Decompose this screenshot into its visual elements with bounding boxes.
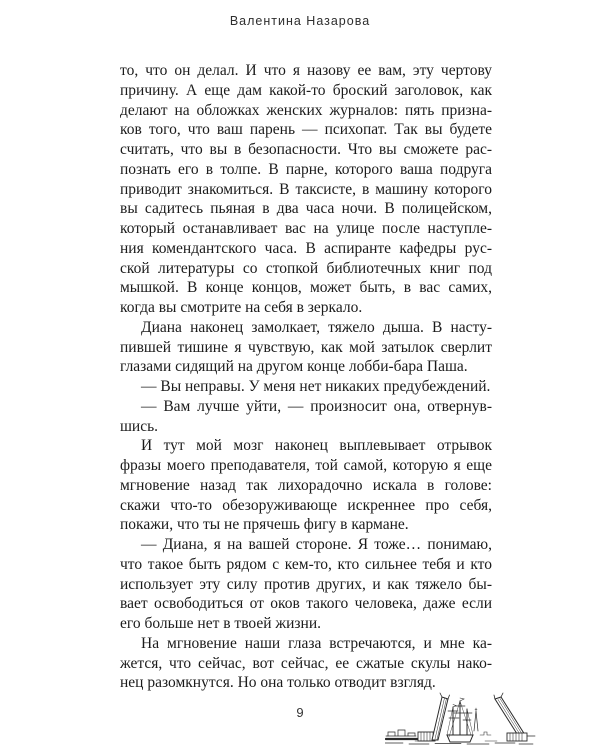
drawbridge-ship-illustration bbox=[385, 691, 537, 748]
text-line: — Вы неправы. У меня нет никаких предубеждений. bbox=[141, 378, 491, 395]
paragraph bbox=[120, 535, 492, 634]
text-line: жется, что сейчас, вот сейчас, ее сжатые скулы нако- bbox=[120, 654, 492, 672]
text-line: ской литературы со стопкой библиотечных книг под bbox=[120, 259, 492, 277]
text-line: шись. bbox=[120, 417, 159, 435]
text-line: его больше нет в твоей жизни. bbox=[120, 615, 321, 632]
text-line: глазами сидящий на другом конце лобби-бара Паша. bbox=[120, 358, 468, 376]
paragraph bbox=[120, 61, 492, 318]
text-line: когда вы смотрите на себя в зеркало. bbox=[120, 299, 363, 316]
paragraph bbox=[120, 397, 492, 437]
text-line: приводит знакомиться. В таксисте, в машину которого bbox=[120, 180, 492, 198]
text-line: использует эту силу против других, и как тяжело бы- bbox=[120, 575, 492, 593]
text-line: покажи, что ты не прячешь фигу в кармане. bbox=[120, 516, 409, 534]
text-line: который останавливает вас на улице после наступле- bbox=[120, 220, 492, 237]
paragraph bbox=[120, 377, 492, 397]
text-line: что такое быть рядом с кем-то, кто сильнее тебя и кто bbox=[120, 555, 492, 573]
paragraph bbox=[120, 634, 492, 693]
text-line: причину. А еще дам какой-то броский заголовок, как bbox=[120, 81, 492, 99]
text-line: пившей тишине я чувствую, как мой затылок сверлит bbox=[120, 338, 492, 356]
text-block bbox=[120, 61, 492, 693]
text-line: познать его в толпе. В парне, которого ваша подруга bbox=[120, 160, 492, 178]
text-line: то, что он делал. И что я назову ее вам, эту чертову bbox=[120, 62, 492, 79]
text-line: считать, что вы в безопасности. Что вы сможете рас- bbox=[120, 141, 492, 158]
text-line: мгновение назад так лихорадочно искала в голове: bbox=[120, 476, 492, 494]
text-line: — Вам лучше уйти, — произносит она, отвернув- bbox=[141, 397, 492, 415]
running-header-author: Валентина Назарова bbox=[229, 14, 371, 28]
text-line: нец разомкнутся. Но она только отводит взгляд. bbox=[120, 674, 436, 692]
paragraph bbox=[120, 436, 492, 535]
text-line: И тут мой мозг наконец выплевывает отрывок bbox=[141, 437, 492, 455]
text-line: делают на обложках женских журналов: пять призна- bbox=[120, 101, 492, 119]
text-line: ния комендантского часа. В аспиранте кафедры рус- bbox=[120, 239, 492, 257]
text-line: — Диана, я на вашей стороне. Я тоже… понимаю, bbox=[141, 536, 492, 553]
text-line: На мгновение наши глаза встречаются, и мне ка- bbox=[141, 634, 492, 652]
paragraph bbox=[120, 318, 492, 377]
text-line: вает освободиться от оков такого человека, даже если bbox=[120, 595, 492, 613]
text-line: вы садитесь пьяная в два часа ночи. В полицейском, bbox=[120, 200, 492, 218]
text-line: фразы моего преподавателя, той самой, которую я еще bbox=[120, 457, 492, 474]
page-number: 9 bbox=[296, 705, 304, 720]
text-line: скажи что-то обезоруживающе искреннее про себя, bbox=[120, 496, 492, 514]
text-line: мышкой. В конце концов, может быть, в вас самих, bbox=[120, 279, 492, 297]
text-line: ков того, что ваш парень — психопат. Так вы будете bbox=[120, 121, 492, 139]
text-line: Диана наконец замолкает, тяжело дыша. В насту- bbox=[141, 318, 492, 336]
